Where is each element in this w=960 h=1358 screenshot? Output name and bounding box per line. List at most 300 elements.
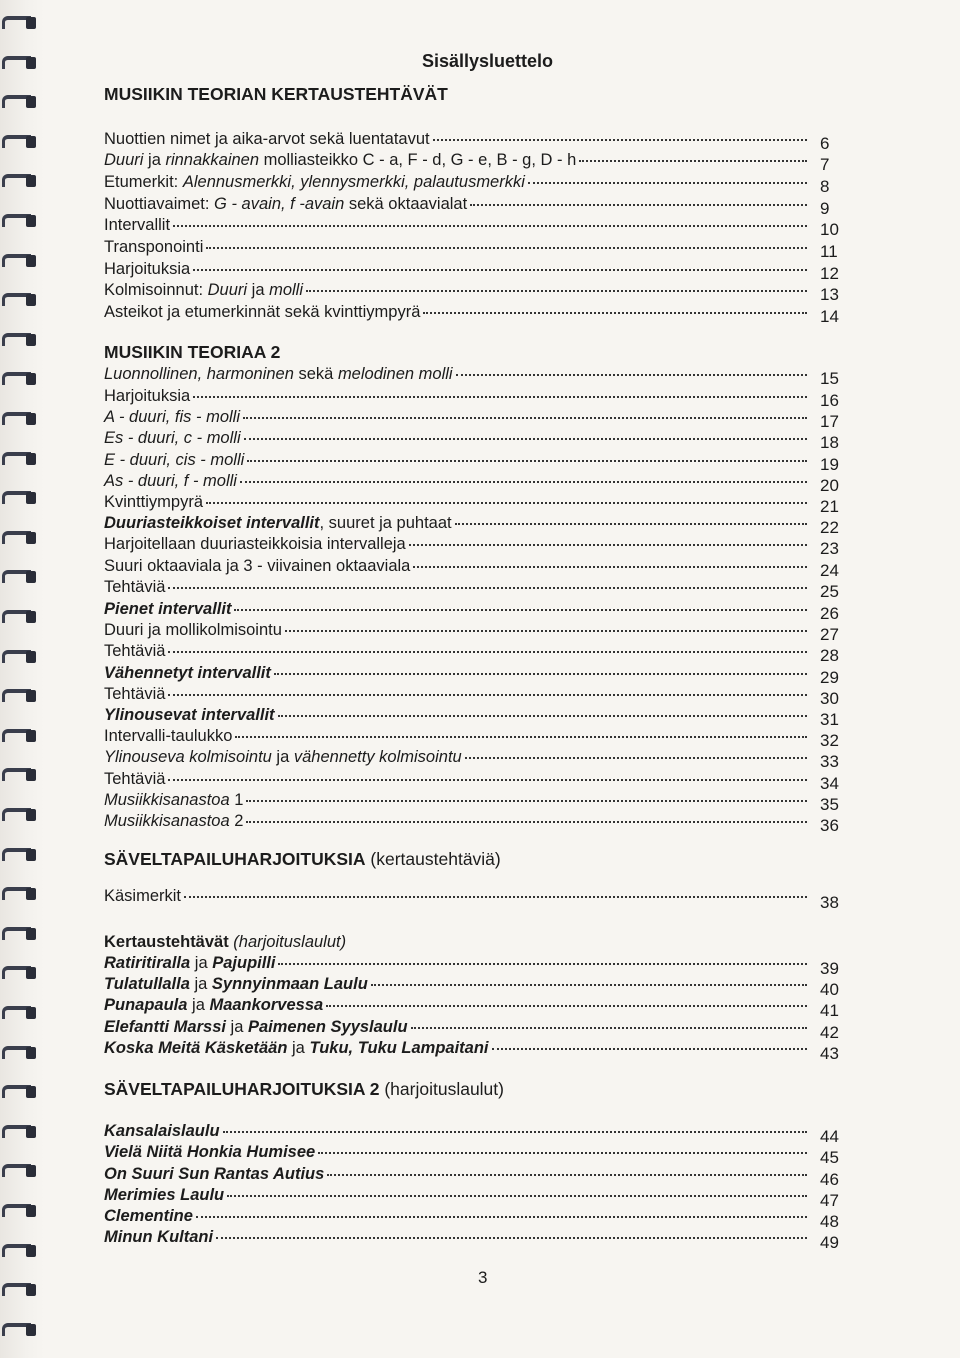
toc-entry-text: Pajupilli	[212, 954, 276, 972]
dot-leader	[318, 1152, 807, 1154]
toc-entry-page: 43	[820, 1044, 839, 1063]
toc-entry	[104, 429, 810, 451]
toc-entry	[104, 954, 810, 976]
toc-entry-title	[104, 130, 430, 149]
toc-entry-title	[104, 514, 452, 533]
binding-coil	[2, 925, 38, 942]
toc-entry-title	[104, 1207, 193, 1226]
toc-entry-page: 41	[820, 1001, 839, 1020]
toc-entry-page: 7	[820, 155, 830, 174]
toc-entry	[104, 173, 810, 195]
toc-entry	[104, 1228, 810, 1250]
toc-entry-text: vähennetty kolmisointu	[293, 748, 462, 766]
section-heading-saveltapailu	[104, 849, 501, 870]
toc-entry	[104, 727, 810, 749]
toc-entry-text: Duuri ja mollikolmisointu	[104, 621, 282, 639]
toc-entry-page: 45	[820, 1148, 839, 1167]
toc-entry-title	[104, 281, 303, 300]
toc-entry-page: 29	[820, 668, 839, 687]
dot-leader	[326, 1005, 807, 1007]
toc-entry-page: 38	[820, 893, 839, 912]
toc-entry-text: E - duuri, cis - molli	[104, 451, 245, 469]
binding-coil	[2, 370, 38, 387]
toc-entry	[104, 195, 810, 217]
toc-entry	[104, 578, 810, 600]
dot-leader	[413, 566, 807, 568]
toc-entry-text: Nuottiavaimet:	[104, 195, 215, 213]
toc-entry-title	[104, 996, 323, 1015]
dot-leader	[184, 896, 807, 898]
coil-hole	[26, 175, 36, 187]
toc-entry-page: 36	[820, 816, 839, 835]
toc-entry-page: 11	[820, 242, 838, 261]
toc-entry-title	[104, 664, 271, 683]
binding-coil	[2, 766, 38, 783]
toc-entry-title	[104, 887, 181, 906]
coil-hole	[26, 967, 36, 979]
coil-hole	[26, 769, 36, 781]
toc-entry-text: Vielä Niitä Honkia Humisee	[104, 1143, 316, 1161]
subheading-bold: Kertaustehtävät	[104, 933, 229, 951]
toc-entry	[104, 1039, 810, 1061]
binding-coil	[2, 806, 38, 823]
toc-entry	[104, 151, 810, 173]
binding-coil	[2, 252, 38, 269]
binding-coil	[2, 1123, 38, 1140]
toc-entry-page: 34	[820, 774, 839, 793]
toc-entry-title	[104, 1018, 408, 1037]
toc-entry-page: 8	[820, 177, 830, 196]
toc-entry-text: Ylinousevat intervallit	[104, 706, 275, 724]
dot-leader	[409, 544, 807, 546]
toc-entry-page: 23	[820, 539, 839, 558]
binding-coil	[2, 1044, 38, 1061]
toc-entry-title	[104, 557, 410, 576]
dot-leader	[235, 736, 807, 738]
toc-entry-title	[104, 472, 237, 491]
dot-leader	[455, 523, 807, 525]
binding-coil	[2, 846, 38, 863]
toc-entry-text: Nuottien nimet ja aika-arvot sekä luentatavut	[104, 130, 430, 148]
dot-leader	[168, 651, 807, 653]
toc-entry-text: 1	[229, 791, 244, 809]
toc-entry	[104, 408, 810, 430]
toc-entry-text: ja	[271, 748, 294, 766]
dot-leader	[274, 673, 807, 675]
coil-hole	[26, 809, 36, 821]
toc-entry-title	[104, 770, 165, 789]
toc-entry-text: As - duuri, f - molli	[104, 472, 237, 490]
toc-entry-text: Maankorvessa	[209, 996, 324, 1014]
dot-leader	[223, 1131, 807, 1133]
toc-entry-title	[104, 535, 406, 554]
toc-entry-page: 27	[820, 625, 839, 644]
dot-leader	[244, 438, 807, 440]
toc-entry-title	[104, 173, 525, 192]
toc-entry	[104, 975, 810, 997]
coil-hole	[26, 215, 36, 227]
dot-leader	[168, 779, 807, 781]
binding-coil	[2, 727, 38, 744]
toc-entry	[104, 748, 810, 770]
toc-entry-page: 24	[820, 561, 839, 580]
page-title: Sisällysluettelo	[422, 51, 554, 71]
page-number: 3	[478, 1268, 488, 1287]
coil-hole	[26, 571, 36, 583]
toc-entry-title	[104, 216, 170, 235]
toc-entry	[104, 791, 810, 813]
toc-entry-text: Harjoitellaan duuriasteikkoisia intervalleja	[104, 535, 406, 553]
toc-entry	[104, 812, 810, 834]
toc-entry-text: Duuri	[104, 151, 144, 169]
spiral-binding	[0, 0, 44, 1358]
toc-entry-text: Tehtäviä	[104, 685, 166, 703]
toc-entry-text: ja	[190, 954, 213, 972]
toc-entry-title	[104, 1228, 213, 1247]
toc-entry-text: Asteikot ja etumerkinnät sekä kvinttiympyrä	[104, 303, 421, 321]
subheading-kertaustehtavat	[104, 933, 346, 952]
coil-hole	[26, 849, 36, 861]
toc-entry-page: 39	[820, 959, 839, 978]
toc-entry-page: 31	[820, 710, 839, 729]
toc-entry	[104, 1165, 810, 1187]
toc-entry-text: Intervalli-taulukko	[104, 727, 233, 745]
coil-hole	[26, 1047, 36, 1059]
toc-entry-title	[104, 451, 244, 470]
toc-entry-text: Musiikkisanastoa	[104, 791, 230, 809]
toc-entry-text: Clementine	[104, 1207, 193, 1225]
toc-entry-page: 14	[820, 307, 839, 326]
toc-entry-title	[104, 408, 240, 427]
toc-entry-text: 2	[229, 812, 244, 830]
toc-entry-title	[104, 387, 190, 406]
dot-leader	[193, 269, 807, 271]
binding-coil	[2, 489, 38, 506]
toc-entry-title	[104, 578, 165, 597]
toc-entry-page: 16	[820, 391, 839, 410]
toc-entry-page: 21	[820, 497, 839, 516]
coil-hole	[26, 96, 36, 108]
toc-entry	[104, 557, 810, 579]
toc-entry	[104, 260, 810, 282]
binding-coil	[2, 14, 38, 31]
toc-entry-page: 48	[820, 1212, 839, 1231]
section-heading-suffix: (kertaustehtäviä)	[365, 849, 501, 869]
coil-hole	[26, 651, 36, 663]
toc-entry-title	[104, 621, 282, 640]
dot-leader	[433, 139, 807, 141]
toc-entry	[104, 642, 810, 664]
dot-leader	[285, 630, 807, 632]
toc-entry	[104, 770, 810, 792]
toc-entry-page: 40	[820, 980, 839, 999]
dot-leader	[168, 694, 807, 696]
subheading-italic: (harjoituslaulut)	[228, 933, 347, 951]
toc-entry-text: Harjoituksia	[104, 387, 191, 405]
toc-entry	[104, 514, 810, 536]
toc-entry-title	[104, 493, 203, 512]
toc-entry-text: Koska Meitä Käsketään	[104, 1039, 288, 1057]
coil-hole	[26, 453, 36, 465]
toc-entry-text: ja	[247, 281, 270, 299]
toc-entry	[104, 493, 810, 515]
toc-entry	[104, 996, 810, 1018]
coil-hole	[26, 1126, 36, 1138]
toc-entry	[104, 706, 810, 728]
dot-leader	[579, 160, 807, 162]
toc-entry-page: 25	[820, 582, 839, 601]
coil-hole	[26, 1205, 36, 1217]
coil-hole	[26, 334, 36, 346]
toc-entry-text: , suuret ja puhtaat	[319, 514, 452, 532]
dot-leader	[492, 1048, 807, 1050]
section-heading-text: SÄVELTAPAILUHARJOITUKSIA 2	[104, 1079, 380, 1099]
coil-hole	[26, 730, 36, 742]
coil-hole	[26, 611, 36, 623]
toc-entry-text: G - avain, f -avain	[214, 195, 345, 213]
section-heading-text: SÄVELTAPAILUHARJOITUKSIA	[104, 849, 366, 869]
binding-coil	[2, 54, 38, 71]
toc-entry-page: 46	[820, 1170, 839, 1189]
binding-coil	[2, 93, 38, 110]
toc-entry-page: 17	[820, 412, 839, 431]
toc-entry-title	[104, 429, 241, 448]
toc-entry-text: Tehtäviä	[104, 642, 166, 660]
toc-entry	[104, 238, 810, 260]
toc-entry-text: Kansalaislaulu	[104, 1122, 220, 1140]
toc-entry-page: 20	[820, 476, 839, 495]
coil-hole	[26, 255, 36, 267]
toc-entry-title	[104, 238, 203, 257]
toc-entry-title	[104, 975, 368, 994]
toc-entry-text: Punapaula	[104, 996, 188, 1014]
toc-entry-page: 32	[820, 731, 839, 750]
toc-entry-page: 44	[820, 1127, 839, 1146]
toc-entry-page: 18	[820, 433, 839, 452]
coil-hole	[26, 413, 36, 425]
binding-coil	[2, 885, 38, 902]
binding-coil	[2, 1162, 38, 1179]
toc-entry	[104, 1186, 810, 1208]
toc-entry-text: Alennusmerkki, ylennysmerkki, palautusmerkki	[182, 173, 525, 191]
toc-entry	[104, 472, 810, 494]
coil-hole	[26, 690, 36, 702]
toc-entry-title	[104, 727, 232, 746]
toc-entry	[104, 303, 810, 325]
binding-coil	[2, 1242, 38, 1259]
toc-entry-title	[104, 642, 165, 661]
toc-entry-text: rinnakkainen	[165, 151, 260, 169]
coil-hole	[26, 1007, 36, 1019]
binding-coil	[2, 410, 38, 427]
toc-entry-text: Tulatullalla	[104, 975, 190, 993]
toc-entry-text: Synnyinmaan Laulu	[211, 975, 368, 993]
toc-entry-text: Ylinouseva kolmisointu	[104, 748, 272, 766]
toc-entry-text: ja	[287, 1039, 310, 1057]
dot-leader	[423, 312, 807, 314]
toc-entry-page: 33	[820, 752, 839, 771]
binding-coil	[2, 450, 38, 467]
dot-leader	[227, 1195, 807, 1197]
section-heading-teoriaa-2: MUSIIKIN TEORIAA 2	[104, 342, 281, 362]
toc-entry	[104, 451, 810, 473]
toc-entry	[104, 130, 810, 152]
toc-entry	[104, 685, 810, 707]
toc-entry	[104, 1018, 810, 1040]
toc-entry	[104, 1143, 810, 1165]
toc-entry-page: 13	[820, 285, 839, 304]
toc-entry-text: Intervallit	[104, 216, 171, 234]
binding-coil	[2, 1321, 38, 1338]
binding-coil	[2, 529, 38, 546]
toc-entry-page: 12	[820, 264, 839, 283]
dot-leader	[278, 715, 807, 717]
dot-leader	[247, 460, 807, 462]
toc-entry-page: 42	[820, 1023, 839, 1042]
dot-leader	[196, 1216, 807, 1218]
coil-hole	[26, 1284, 36, 1296]
toc-entry-page: 15	[820, 369, 839, 388]
toc-entry-title	[104, 954, 275, 973]
dot-leader	[456, 374, 807, 376]
toc-entry-page: 28	[820, 646, 839, 665]
toc-entry-title	[104, 365, 453, 384]
coil-hole	[26, 928, 36, 940]
toc-entry-text: Käsimerkit	[104, 887, 182, 905]
binding-coil	[2, 687, 38, 704]
section-heading-kertaustehtavat: MUSIIKIN TEORIAN KERTAUSTEHTÄVÄT	[104, 84, 448, 104]
toc-entry-text: Duuriasteikkoiset intervallit	[104, 514, 320, 532]
dot-leader	[278, 963, 807, 965]
dot-leader	[465, 757, 807, 759]
binding-coil	[2, 133, 38, 150]
toc-entry	[104, 1207, 810, 1229]
binding-coil	[2, 1202, 38, 1219]
toc-entry	[104, 281, 810, 303]
binding-coil	[2, 964, 38, 981]
binding-coil	[2, 1083, 38, 1100]
toc-entry-text: Ratiritiralla	[104, 954, 191, 972]
dot-leader	[206, 502, 807, 504]
coil-hole	[26, 532, 36, 544]
dot-leader	[206, 247, 807, 249]
toc-entry	[104, 600, 810, 622]
coil-hole	[26, 492, 36, 504]
binding-coil	[2, 331, 38, 348]
binding-coil	[2, 568, 38, 585]
toc-entry	[104, 621, 810, 643]
toc-entry-text: sekä	[293, 365, 338, 383]
binding-coil	[2, 172, 38, 189]
toc-entry-text: Musiikkisanastoa	[104, 812, 230, 830]
toc-entry-text: A - duuri, fis - molli	[104, 408, 240, 426]
toc-entry	[104, 1122, 810, 1144]
toc-entry-text: molli	[269, 281, 304, 299]
toc-entry-text: Suuri oktaaviala ja 3 - viivainen oktaaviala	[104, 557, 411, 575]
dot-leader	[193, 396, 807, 398]
toc-entry-title	[104, 1165, 324, 1184]
toc-entry-page: 6	[820, 134, 830, 153]
toc-entry-page: 30	[820, 689, 839, 708]
toc-entry	[104, 387, 810, 409]
coil-hole	[26, 1245, 36, 1257]
binding-coil	[2, 648, 38, 665]
toc-entry-text: Transponointi	[104, 238, 204, 256]
dot-leader	[246, 821, 807, 823]
coil-hole	[26, 1086, 36, 1098]
toc-entry-page: 9	[820, 199, 830, 218]
toc-entry-text: Duuri	[207, 281, 248, 299]
toc-entry	[104, 887, 810, 909]
binding-coil	[2, 608, 38, 625]
toc-entry-title	[104, 1039, 489, 1058]
toc-entry-text: sekä oktaavialat	[344, 195, 468, 213]
toc-entry-title	[104, 600, 231, 619]
coil-hole	[26, 1324, 36, 1336]
dot-leader	[528, 182, 807, 184]
toc-entry-text: ja	[225, 1018, 248, 1036]
toc-entry-title	[104, 812, 243, 831]
dot-leader	[216, 1237, 807, 1239]
toc-entry-page: 10	[820, 220, 839, 239]
dot-leader	[240, 481, 807, 483]
toc-entry-text: Elefantti Marssi	[104, 1018, 226, 1036]
toc-entry-title	[104, 748, 462, 767]
toc-entry-text: ja	[143, 151, 166, 169]
binding-coil	[2, 212, 38, 229]
toc-entry-text: ja	[189, 975, 212, 993]
coil-hole	[26, 373, 36, 385]
dot-leader	[327, 1174, 807, 1176]
toc-entry	[104, 365, 810, 387]
section-heading-suffix: (harjoituslaulut)	[379, 1079, 504, 1099]
dot-leader	[243, 417, 807, 419]
toc-entry-text: Luonnollinen, harmoninen	[104, 365, 294, 383]
binding-coil	[2, 291, 38, 308]
toc-entry-title	[104, 195, 467, 214]
toc-entry-text: Paimenen Syyslaulu	[247, 1018, 408, 1036]
toc-entry-text: Kolmisoinnut:	[104, 281, 208, 299]
toc-entry-text: Etumerkit:	[104, 173, 183, 191]
toc-entry-page: 19	[820, 455, 839, 474]
toc-entry-text: Vähennetyt intervallit	[104, 664, 271, 682]
toc-entry-text: molliasteikko C - a, F - d, G - e, B - g, D - h	[259, 151, 577, 169]
dot-leader	[246, 800, 807, 802]
toc-entry-title	[104, 1143, 315, 1162]
section-heading-saveltapailu-2	[104, 1079, 504, 1100]
toc-entry-title	[104, 706, 275, 725]
toc-entry-text: Kvinttiympyrä	[104, 493, 204, 511]
coil-hole	[26, 17, 36, 29]
dot-leader	[411, 1027, 807, 1029]
toc-entry-text: Tehtäviä	[104, 578, 166, 596]
toc-entry-title	[104, 1122, 220, 1141]
toc-entry-title	[104, 303, 420, 322]
toc-entry-title	[104, 685, 165, 704]
toc-entry-page: 47	[820, 1191, 839, 1210]
coil-hole	[26, 136, 36, 148]
toc-entry-page: 35	[820, 795, 839, 814]
binding-coil	[2, 1281, 38, 1298]
toc-entry-text: melodinen molli	[337, 365, 453, 383]
coil-hole	[26, 1165, 36, 1177]
toc-entry-text: Harjoituksia	[104, 260, 191, 278]
dot-leader	[470, 204, 807, 206]
toc-entry-title	[104, 791, 243, 810]
toc-entry-text: Tuku, Tuku Lampaitani	[309, 1039, 489, 1057]
dot-leader	[173, 225, 807, 227]
coil-hole	[26, 888, 36, 900]
